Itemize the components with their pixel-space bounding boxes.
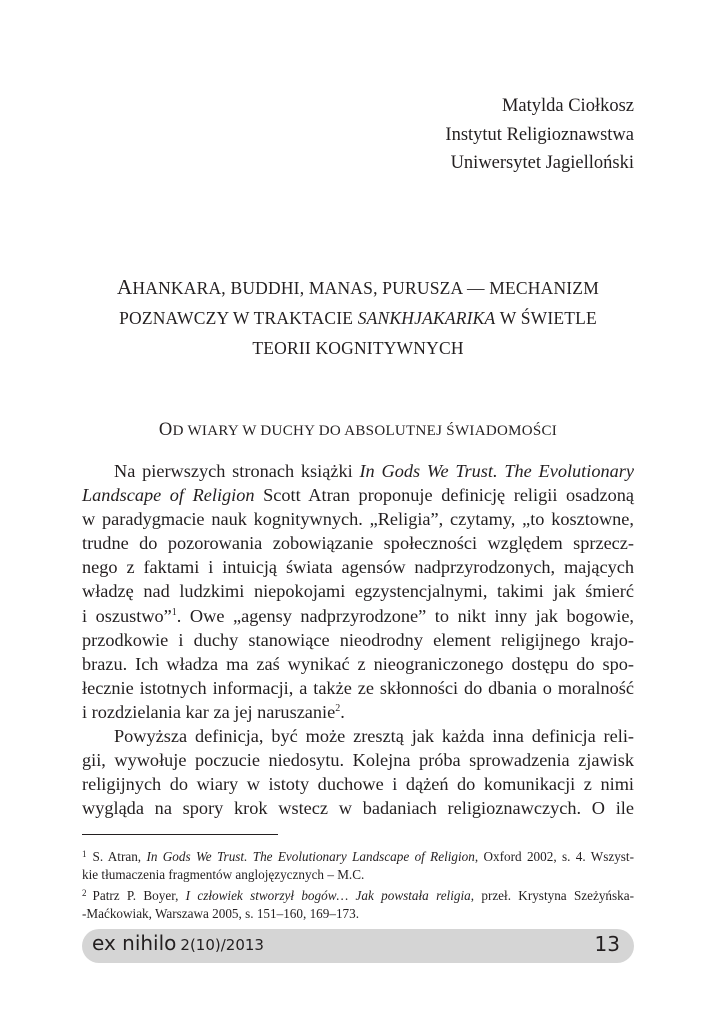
title-line-1-text: HANKARA, BUDDHI, MANAS, PURUSZA — MECHANIZM [132,278,599,298]
author-university: Uniwersytet Jagielloński [450,153,634,173]
article-title [82,272,634,363]
paragraph-2-line-4: wygląda na spory krok wstecz w badaniach religioznawczych. O ile [82,798,634,819]
title-initial-cap: A [117,275,133,299]
footnote-ref-1[interactable]: 1 [171,606,177,618]
paragraph-2-line-3: religijnych do wiary w istoty duchowe i dążeń do komunikacji z nimi [82,774,634,795]
text-run: Scott Atran proponuje definicję religii osadzoną [254,485,634,506]
footnote-divider [82,834,278,835]
title-line-1 [82,272,634,303]
text-run: , Oxford 2002, s. 4. Wszyst- [474,849,634,864]
italic-run: In Gods We Trust. The Evolutionary Landscape of Religion [146,849,475,864]
author-block [445,92,634,178]
text-run: Na pierwszych stronach książki [114,461,360,481]
text-run: i oszustwo” [82,605,172,626]
footnote-number: 2 [82,888,87,898]
paragraph-1-line-3: w paradygmacie nauk kognitywnych. „Religia”, czytamy, „to kosztowne, [82,509,634,530]
text-run: Patrz P. Boyer, [92,888,186,903]
section-initial-cap: O [158,420,173,440]
page-footer [82,929,634,963]
italic-run: Landscape of Religion [82,485,255,506]
footnote-number: 1 [82,849,87,859]
title-line-2-a: POZNAWCZY W TRAKTACIE [119,308,358,328]
title-line-2-b: W ŚWIETLE [495,308,597,328]
paragraph-1-line-8: przodkowie i duchy stanowiące nieodrodny element religijnego krajo- [82,629,634,650]
journal-issue: 2(10)/2013 [180,936,264,954]
paragraph-1-line-7 [82,604,634,628]
paragraph-1-line-11 [82,700,634,724]
journal-name-block [92,931,264,955]
body-text [82,459,634,820]
section-heading [82,420,634,441]
text-run: . Owe „agensy nadprzyrodzone” to nikt inny jak bogowie, [176,605,634,626]
paragraph-2-line-2: gii, wywołuje poczucie niedosytu. Kolejna próba sprowadzenia zjawisk [82,750,634,771]
author-name: Matylda Ciołkosz [501,96,634,116]
footnote-1-line-2: kie tłumaczenia fragmentów anglojęzycznych – M.C. [82,867,365,882]
text-run: i rozdzielania kar za jej naruszanie [82,701,336,722]
paragraph-1-line-6: władzę nad ludzkimi niepokojami egzystencjalnymi, takimi jak śmierć [82,581,634,602]
footnote-ref-2[interactable]: 2 [335,702,341,714]
title-italic-work: SANKHJAKARIKA [357,308,496,328]
paragraph-1-line-1 [82,459,634,483]
section-heading-text: D WIARY W DUCHY DO ABSOLUTNEJ ŚWIADOMOŚCI [172,423,558,439]
footnote-2-line-2: -Maćkowiak, Warszawa 2005, s. 151–160, 169–173. [82,906,360,921]
title-line-3: TEORII KOGNITYWNYCH [252,338,464,358]
paragraph-1-line-2 [82,483,634,507]
paragraph-1-line-10: łecznie istotnych informacji, a także ze skłonności do dbania o moralność [82,677,634,698]
title-line-2 [82,303,634,333]
footnotes [82,845,634,923]
text-run: . [340,701,345,722]
italic-run: In Gods We Trust. The Evolutionary [359,461,634,481]
paragraph-1-line-5: nego z faktami i intuicją świata agensów nadprzyrodzonych, mających [82,557,634,578]
italic-run: I człowiek stworzył bogów… Jak powstała religia [185,888,471,903]
author-institute: Instytut Religioznawstwa [445,124,634,145]
text-run: S. Atran, [92,849,147,864]
footnote-2-line-1 [82,884,634,905]
paragraph-2-line-1: Powyższa definicja, być może zresztą jak każda inna definicja reli- [114,726,634,747]
journal-name: ex nihilo [92,931,177,955]
paragraph-1-line-4: trudne do pozorowania zobowiązanie społeczności względem sprzecz- [82,533,634,554]
page-number: 13 [594,932,620,956]
footnote-1-line-1 [82,845,634,866]
text-run: , przeł. Krystyna Szeżyńska- [470,888,634,903]
paragraph-1-line-9: brazu. Ich władza ma zaś wynikać z nieograniczonego dostępu do spo- [82,653,634,674]
